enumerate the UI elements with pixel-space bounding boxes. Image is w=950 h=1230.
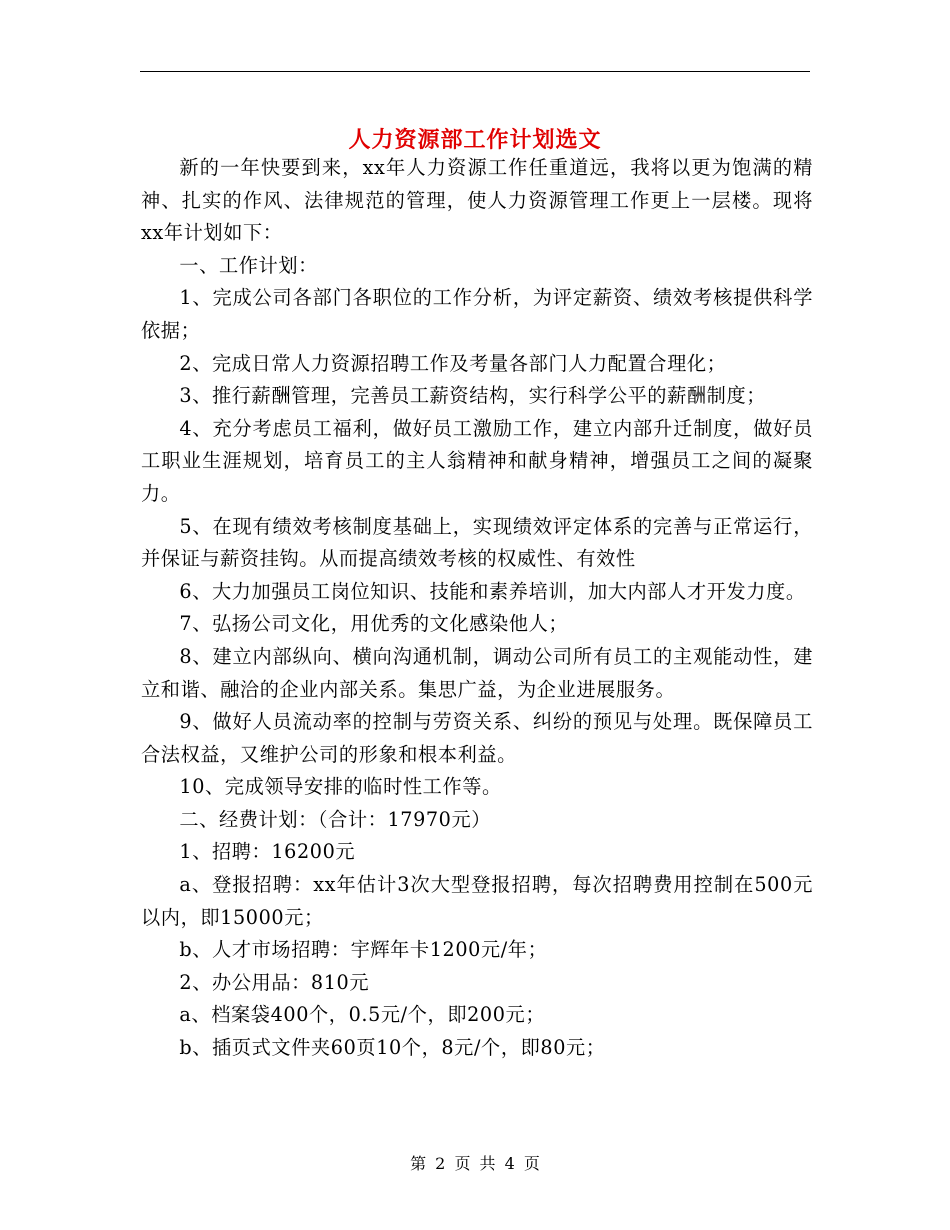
work-item-2: 2、完成日常人力资源招聘工作及考量各部门人力配置合理化； xyxy=(179,351,727,375)
document-body xyxy=(141,152,813,1065)
work-item-3: 3、推行薪酬管理，完善员工薪资结构，实行科学公平的薪酬制度； xyxy=(179,384,767,408)
work-item-6: 6、大力加强员工岗位知识、技能和素养培训，加大内部人才开发力度。 xyxy=(179,579,806,603)
work-item-1: 1、完成公司各部门各职位的工作分析，为评定薪资、绩效考核提供科学依据； xyxy=(141,286,813,342)
paragraph-intro: 新的一年快要到来，xx年人力资源工作任重道远，我将以更为饱满的精神、扎实的作风、法律规范的管理，使人力资源管理工作更上一层楼。现将xx年计划如下： xyxy=(141,156,813,245)
work-item-8: 8、建立内部纵向、横向沟通机制，调动公司所有员工的主观能动性，建立和谐、融洽的企业内部关系。集思广益，为企业进展服务。 xyxy=(141,644,813,701)
page-title: 人力资源部工作计划选文 xyxy=(348,126,602,153)
work-item-4: 4、充分考虑员工福利，做好员工激励工作，建立内部升迁制度，做好员工职业生涯规划，培育员工的主人翁精神和献身精神，增强员工之间的凝聚力。 xyxy=(141,416,813,505)
budget-item-office-supplies: 2、办公用品：810元 xyxy=(179,970,370,994)
section-heading-budget: 二、经费计划：（合计：17970元） xyxy=(179,807,492,831)
header-rule xyxy=(140,71,810,72)
page-number: 第 2 页 共 4 页 xyxy=(410,1154,540,1173)
budget-subitem-talent-market: b、人才市场招聘：宇辉年卡1200元/年； xyxy=(179,938,548,962)
budget-subitem-file-bags: a、档案袋400个，0.5元/个，即200元； xyxy=(179,1003,546,1027)
work-item-10: 10、完成领导安排的临时性工作等。 xyxy=(179,775,502,799)
work-item-9: 9、做好人员流动率的控制与劳资关系、纠纷的预见与处理。既保障员工合法权益，又维护公司的形象和根本利益。 xyxy=(141,710,813,766)
section-heading-work-plan: 一、工作计划： xyxy=(179,253,318,277)
budget-item-recruitment: 1、招聘：16200元 xyxy=(179,840,356,864)
work-item-7: 7、弘扬公司文化，用优秀的文化感染他人； xyxy=(179,612,569,636)
budget-subitem-folders: b、插页式文件夹60页10个，8元/个，即80元； xyxy=(179,1036,606,1060)
work-item-5: 5、在现有绩效考核制度基础上，实现绩效评定体系的完善与正常运行，并保证与薪资挂钩。从而提高绩效考核的权威性、有效性 xyxy=(141,514,813,571)
budget-subitem-newspaper: a、登报招聘：xx年估计3次大型登报招聘，每次招聘费用控制在500元以内，即15000元； xyxy=(141,873,813,929)
